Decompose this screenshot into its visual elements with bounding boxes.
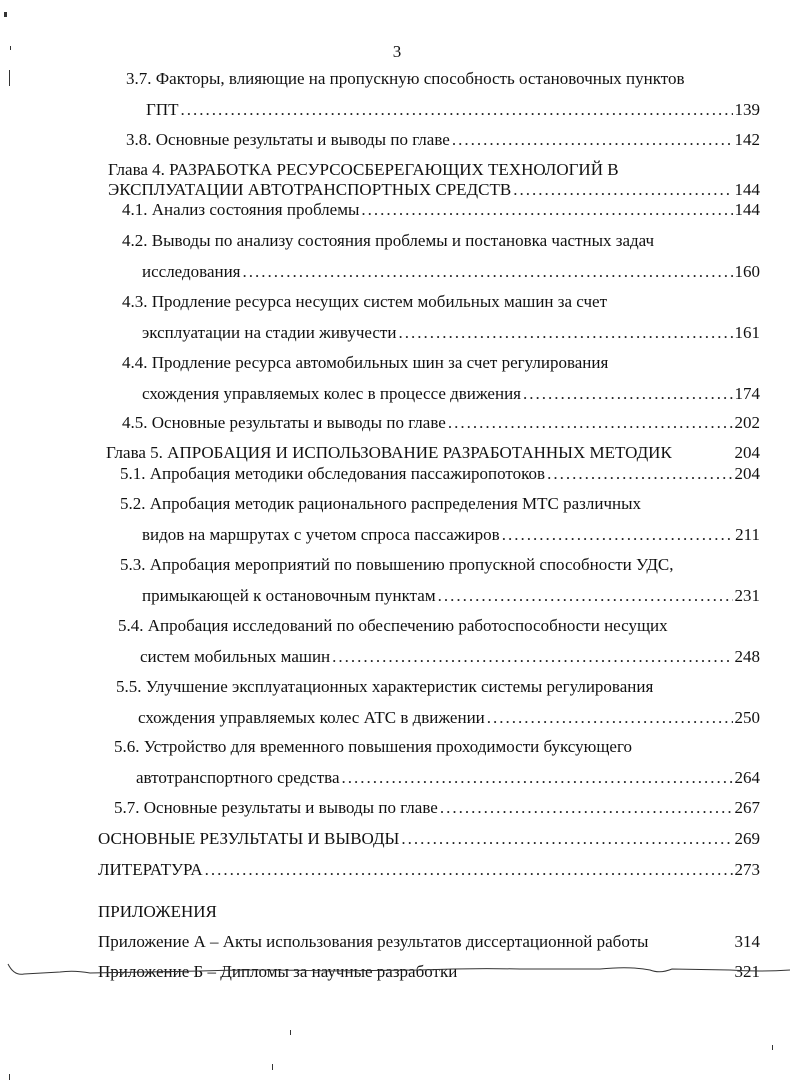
appendix-title: Приложение Б – Дипломы за научные разработки bbox=[98, 962, 458, 981]
toc-entry-title-line1: 4.2. Выводы по анализу состояния проблемы и постановка частных задач bbox=[122, 231, 655, 250]
toc-page-number: 142 bbox=[734, 130, 760, 149]
toc-entry-5-1[interactable] bbox=[120, 464, 760, 484]
toc-page-number: 161 bbox=[734, 323, 760, 342]
toc-entry-title-line1: 4.3. Продление ресурса несущих систем мобильных машин за счет bbox=[122, 292, 608, 311]
toc-entry-title-line1: 5.3. Апробация мероприятий по повышению пропускной способности УДС, bbox=[120, 555, 674, 574]
toc-page-number: 269 bbox=[734, 829, 760, 848]
toc-entry-title: 5.7. Основные результаты и выводы по главе bbox=[114, 798, 438, 817]
dot-leader bbox=[502, 525, 733, 545]
toc-entry-title: ОСНОВНЫЕ РЕЗУЛЬТАТЫ И ВЫВОДЫ bbox=[98, 829, 400, 848]
toc-entry-5-2[interactable] bbox=[120, 494, 760, 545]
scan-speck bbox=[10, 46, 11, 50]
toc-entry-4-4[interactable] bbox=[122, 353, 760, 404]
toc-page-number: 211 bbox=[735, 525, 760, 544]
dot-leader bbox=[438, 586, 733, 606]
toc-literature[interactable] bbox=[98, 860, 760, 880]
toc-entry-5-7[interactable] bbox=[114, 798, 760, 818]
dot-leader bbox=[452, 130, 733, 150]
toc-page-number: 248 bbox=[734, 647, 760, 666]
toc-entry-3-8[interactable] bbox=[126, 130, 760, 150]
page-number: 3 bbox=[392, 42, 402, 61]
appendices-heading: ПРИЛОЖЕНИЯ bbox=[98, 902, 217, 921]
toc-entry-title: эксплуатации на стадии живучести bbox=[142, 323, 397, 342]
toc-entry-3-7[interactable] bbox=[126, 69, 760, 120]
dot-leader bbox=[332, 647, 732, 667]
toc-entry-4-2[interactable] bbox=[122, 231, 760, 282]
dot-leader bbox=[401, 829, 732, 849]
toc-page-number: 273 bbox=[734, 860, 760, 879]
dot-leader bbox=[487, 708, 733, 728]
toc-chapter-title-line1: Глава 4. РАЗРАБОТКА РЕСУРСОСБЕРЕГАЮЩИХ ТЕХНОЛОГИЙ В bbox=[108, 160, 619, 179]
toc-entry-4-5[interactable] bbox=[122, 413, 760, 433]
dot-leader bbox=[205, 860, 733, 880]
dot-leader bbox=[361, 200, 732, 220]
dot-leader bbox=[342, 768, 733, 788]
toc-entry-title: схождения управляемых колес АТС в движении bbox=[138, 708, 485, 727]
toc-entry-title-line1: 5.4. Апробация исследований по обеспечению работоспособности несущих bbox=[118, 616, 668, 635]
toc-entry-title: 5.1. Апробация методики обследования пассажиропотоков bbox=[120, 464, 546, 483]
toc-entry-title: схождения управляемых колес в процессе движения bbox=[142, 384, 521, 403]
toc-entry-4-1[interactable] bbox=[122, 200, 760, 220]
scan-speck bbox=[9, 70, 10, 86]
toc-entry-5-4[interactable] bbox=[118, 616, 760, 667]
dot-leader bbox=[181, 100, 733, 120]
scan-speck bbox=[772, 1045, 773, 1050]
toc-page-number: 264 bbox=[734, 768, 760, 787]
toc-chapter-5[interactable] bbox=[106, 443, 760, 463]
toc-entry-title-line1: 5.5. Улучшение эксплуатационных характеристик системы регулирования bbox=[116, 677, 654, 696]
dot-leader bbox=[243, 262, 733, 282]
toc-entry-title: видов на маршрутах с учетом спроса пассажиров bbox=[142, 525, 500, 544]
toc-entry-title: 4.5. Основные результаты и выводы по главе bbox=[122, 413, 446, 432]
toc-page-number: 144 bbox=[734, 200, 760, 219]
toc-entry-title-line1: 3.7. Факторы, влияющие на пропускную способность остановочных пунктов bbox=[126, 69, 685, 88]
scan-speck bbox=[4, 12, 7, 17]
toc-chapter-title: ЭКСПЛУАТАЦИИ АВТОТРАНСПОРТНЫХ СРЕДСТВ bbox=[108, 180, 512, 199]
toc-page-number: 139 bbox=[734, 100, 760, 119]
toc-page-number: 204 bbox=[734, 443, 760, 462]
toc-entry-4-3[interactable] bbox=[122, 292, 760, 343]
toc-conclusions[interactable] bbox=[98, 829, 760, 849]
toc-entry-title-line1: 4.4. Продление ресурса автомобильных шин за счет регулирования bbox=[122, 353, 609, 372]
dot-leader bbox=[448, 413, 733, 433]
toc-chapter-title: Глава 5. АПРОБАЦИЯ И ИСПОЛЬЗОВАНИЕ РАЗРАБОТАННЫХ МЕТОДИК bbox=[106, 443, 672, 462]
toc-page-number: 250 bbox=[734, 708, 760, 727]
toc-entry-title: 4.1. Анализ состояния проблемы bbox=[122, 200, 360, 219]
toc-entry-title: 3.8. Основные результаты и выводы по главе bbox=[126, 130, 450, 149]
scan-speck bbox=[290, 1030, 291, 1035]
toc-page-number: 160 bbox=[734, 262, 760, 281]
toc-entry-5-6[interactable] bbox=[114, 737, 760, 788]
dot-leader bbox=[547, 464, 732, 484]
toc-entry-title-line1: 5.6. Устройство для временного повышения проходимости буксующего bbox=[114, 737, 633, 756]
toc-chapter-4[interactable] bbox=[108, 160, 760, 200]
scan-speck bbox=[272, 1064, 273, 1070]
toc-entry-title: примыкающей к остановочным пунктам bbox=[142, 586, 436, 605]
toc-page-number: 231 bbox=[734, 586, 760, 605]
appendix-a[interactable] bbox=[98, 932, 760, 952]
toc-entry-5-3[interactable] bbox=[120, 555, 760, 606]
toc-entry-title: ЛИТЕРАТУРА bbox=[98, 860, 203, 879]
toc-entry-title: систем мобильных машин bbox=[140, 647, 331, 666]
appendix-title: Приложение А – Акты использования результатов диссертационной работы bbox=[98, 932, 649, 951]
dot-leader bbox=[398, 323, 732, 343]
toc-page-number: 204 bbox=[734, 464, 760, 483]
toc-entry-5-5[interactable] bbox=[116, 677, 760, 728]
toc-entry-title: автотранспортного средства bbox=[136, 768, 340, 787]
toc-page-number: 202 bbox=[734, 413, 760, 432]
dot-leader bbox=[440, 798, 733, 818]
toc-page-number: 144 bbox=[734, 180, 760, 199]
toc-entry-title: исследования bbox=[142, 262, 241, 281]
appendix-page-number: 314 bbox=[734, 932, 760, 951]
toc-entry-title-line1: 5.2. Апробация методик рационального распределения МТС различных bbox=[120, 494, 642, 513]
toc-page-number: 174 bbox=[734, 384, 760, 403]
scan-speck bbox=[9, 1074, 10, 1080]
scan-artifact-line bbox=[0, 954, 794, 984]
dot-leader bbox=[513, 180, 732, 200]
toc-page-number: 267 bbox=[734, 798, 760, 817]
appendix-page-number: 321 bbox=[734, 962, 760, 981]
dot-leader bbox=[523, 384, 733, 404]
toc-entry-title: ГПТ bbox=[146, 100, 179, 119]
